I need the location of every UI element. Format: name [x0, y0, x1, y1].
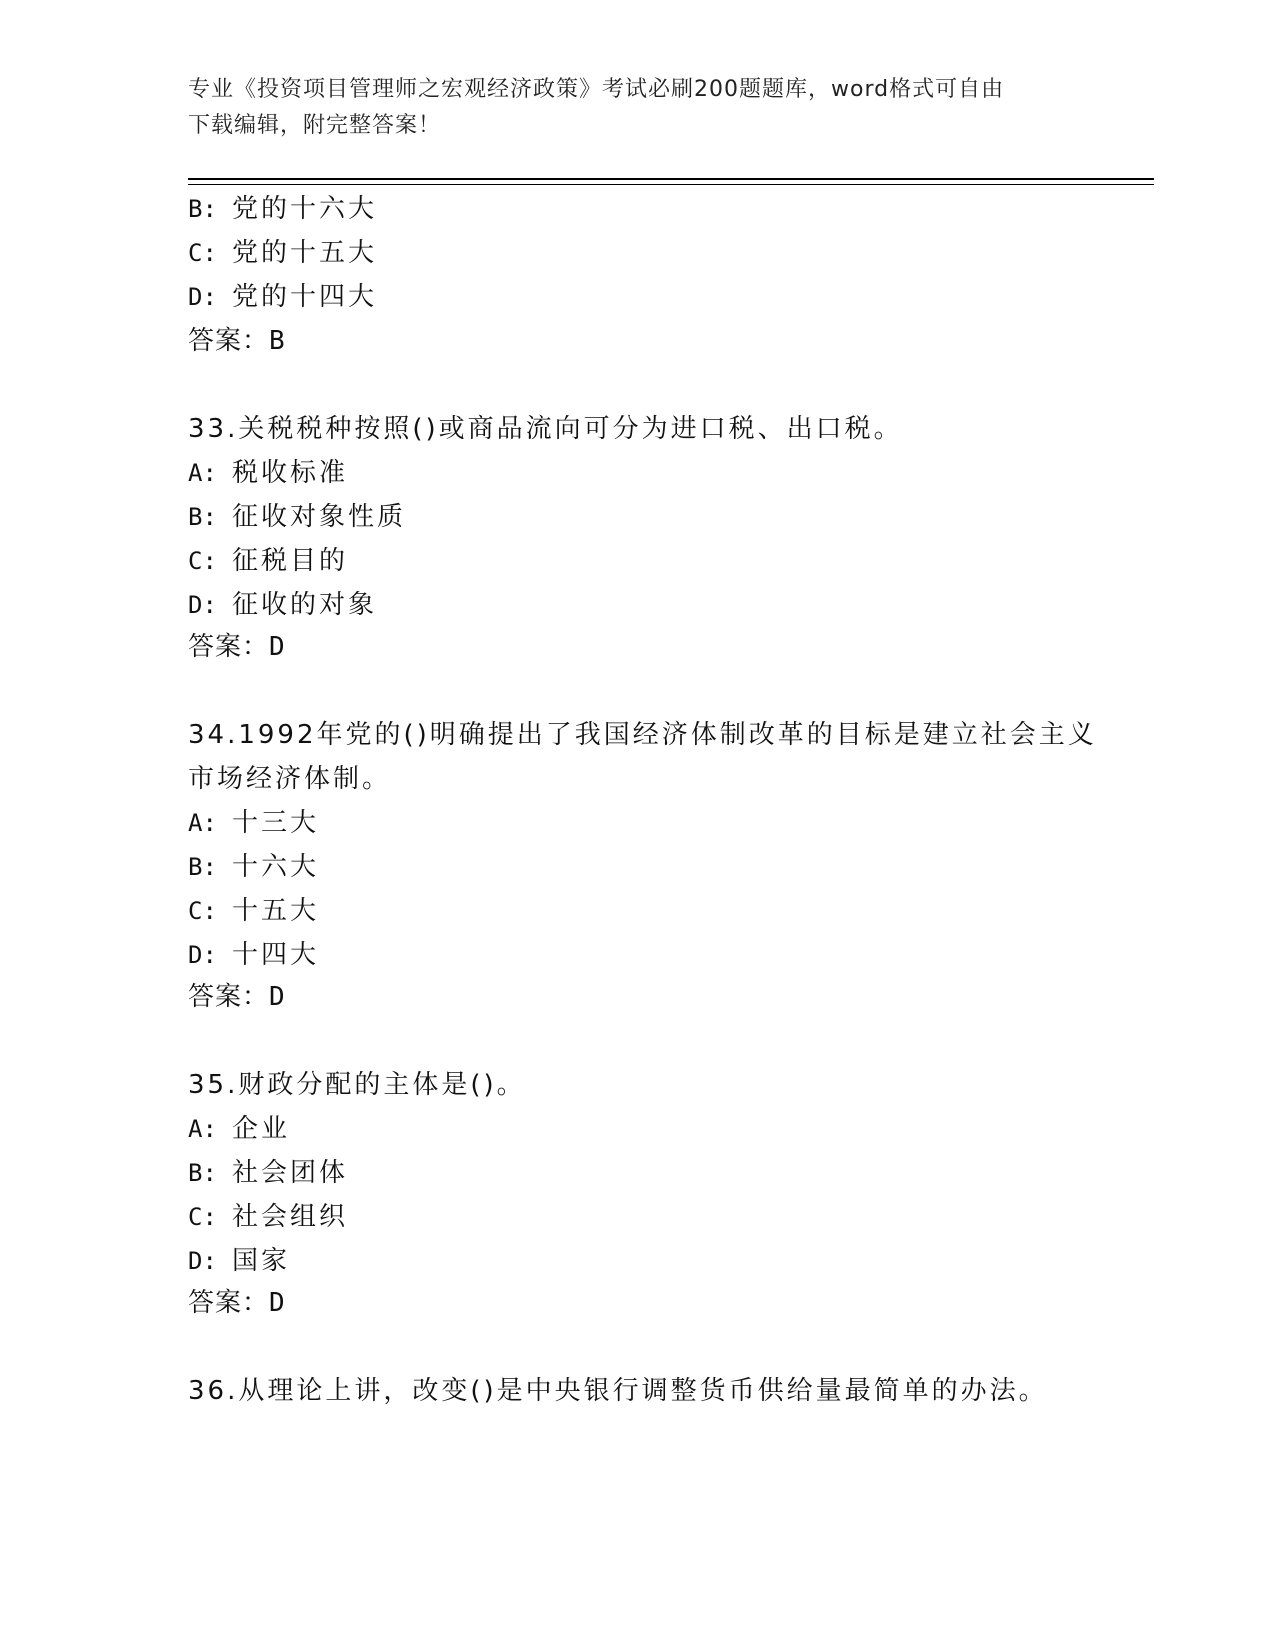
q33-option-a: A: 税收标准 — [188, 458, 349, 488]
q33-stem: 33.关税税种按照()或商品流向可分为进口税、出口税。 — [188, 414, 903, 444]
q35-stem: 35.财政分配的主体是()。 — [188, 1070, 526, 1100]
q32-option-b: B: 党的十六大 — [188, 194, 378, 224]
q34-option-c: C: 十五大 — [188, 896, 320, 926]
q33-option-d: D: 征收的对象 — [188, 590, 378, 620]
q35-option-c: C: 社会组织 — [188, 1202, 349, 1232]
q34-stem-line-2: 市场经济体制。 — [188, 764, 392, 794]
q35-option-d: D: 国家 — [188, 1246, 291, 1276]
q35-option-a: A: 企业 — [188, 1114, 291, 1144]
q34-answer: 答案：D — [188, 982, 286, 1012]
q33-option-c: C: 征税目的 — [188, 546, 349, 576]
q34-option-a: A: 十三大 — [188, 808, 320, 838]
document-header — [188, 72, 1068, 144]
q36-stem: 36.从理论上讲，改变()是中央银行调整货币供给量最简单的办法。 — [188, 1376, 1048, 1406]
q32-answer: 答案：B — [188, 326, 286, 356]
q35-answer: 答案：D — [188, 1288, 286, 1318]
q32-option-d: D: 党的十四大 — [188, 282, 378, 312]
header-rule-bottom — [188, 184, 1154, 185]
q34-option-d: D: 十四大 — [188, 940, 320, 970]
q34-option-b: B: 十六大 — [188, 852, 320, 882]
q33-answer: 答案：D — [188, 632, 286, 662]
header-line-1: 专业《投资项目管理师之宏观经济政策》考试必刷200题题库，word格式可自由 — [188, 77, 1005, 102]
q35-option-b: B: 社会团体 — [188, 1158, 349, 1188]
header-line-2: 下载编辑，附完整答案！ — [188, 113, 442, 138]
q32-option-c: C: 党的十五大 — [188, 238, 378, 268]
header-rule-top — [188, 178, 1154, 180]
q34-stem-line-1: 34.1992年党的()明确提出了我国经济体制改革的目标是建立社会主义 — [188, 720, 1097, 750]
q33-option-b: B: 征收对象性质 — [188, 502, 407, 532]
